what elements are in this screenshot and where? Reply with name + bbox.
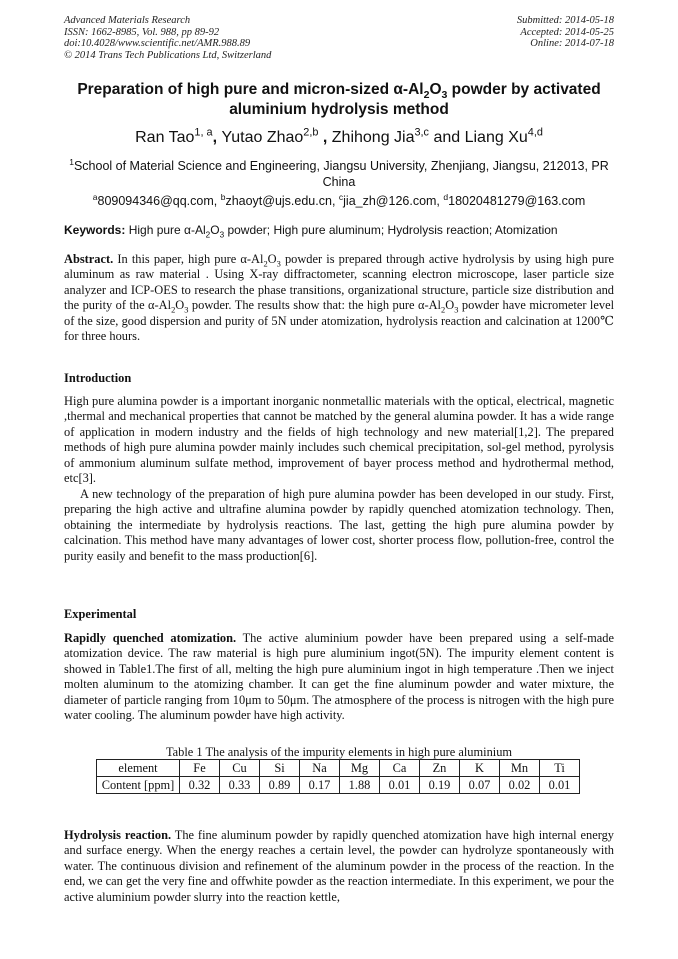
abstract: Abstract. In this paper, high pure $\alpha-Al_2O_3$ powder is prepared through active hydrolysis by using high pure aluminum as raw material . Using X-ray diffractometer, scanning electron microscope, laser particle size analyzer and ICP-OES to research the phase transitions, organizational structure, particle size distribution and the purity of the $\alpha-Al_2O_3$ powder. The results show that: the high pure $\alpha-Al_2O_3$ powder have micrometer level of the size, good dispersion and purity of 5N under atomization, hydrolysis reaction and calcination at 1200℃ for three hours. [64,252,615,344]
introduction-heading: Introduction [64,371,132,385]
element-cell: Mn [500,760,540,777]
value-cell: 0.89 [260,777,300,794]
copyright-line: © 2014 Trans Tech Publications Ltd, Switzerland [64,49,272,61]
value-cell: 0.17 [300,777,340,794]
value-cell: 0.32 [180,777,220,794]
element-cell: Ca [380,760,420,777]
table-header-row [97,760,580,777]
value-cell: 0.01 [540,777,580,794]
hydrolysis-paragraph: Hydrolysis reaction. The fine aluminum powder by rapidly quenched atomization have high internal energy and surface energy. When the energy reaches a certain level, the powder can hydrolyze spontaneously with water. The continuous division and refinement of the aluminum powder in the process of the reaction. In the end, we can get the very fine and offwhite powder as the reaction intermediate. In this experiment, we pour the active aluminium powder slurry into the reaction kettle, [64,828,614,904]
author-list: Ran Tao$^{1, a}$, Yutao Zhao$^{2,b}$ , Zhihong Jia$^{3,c}$ and Liang Xu$^{4,d}$ [135,126,543,146]
table-caption: Table 1 The analysis of the impurity elements in high pure aluminium [165,745,513,759]
author-name: Yutao Zhao [221,129,304,146]
element-cell: K [460,760,500,777]
email: 18020481279@163.com [448,194,586,208]
value-cell: 1.88 [340,777,380,794]
atomization-label: Rapidly quenched atomization. [64,631,237,645]
introduction-paragraph: High pure alumina powder is a important inorganic nonmetallic materials with the optical, electrical, magnetic ,thermal and mechanical properties that cannot be matched by the general alumina powder. It has a wide range of application in modern industry and the fields of high technology and new material[1,2]. The prepared methods of high pure alumina powder mainly includes such chemical precipitation, sol-gel method, pyrolysis of ammonium aluminum sulfate method, improvement of bayer process method and hydrothermal method, etc[3]. [64,394,614,486]
affiliation: $^1$School of Material Science and Engineering, Jiangsu University, Zhenjiang, Jiangsu, 212013, PR China [69,156,609,189]
online-date: Online: 2014-07-18 [530,38,614,49]
introduction-paragraph: A new technology of the preparation of high pure alumina powder has been developed in our study. First, preparing the high active and ultrafine alumina powder by rapidly quenched atomization technology. Then, obtaining the intermediate by hydrolysis reactions. The last, getting the high pure alumina powder by calcination. This method have many advantages of lower cost, shorter process flow, pollution-free, control the purity easily and benefit to the mass production[6]. [64,487,614,563]
element-cell: Na [300,760,340,777]
issn-line: ISSN: 1662-8985, Vol. 988, pp 89-92 [64,26,220,38]
atomization-paragraph: Rapidly quenched atomization. The active aluminium powder have been prepared using a self-made atomization device. The raw material is high pure aluminium ingot(5N). The impurity element content is showed in Table1.The first of all, melting the high pure aluminium ingot in high temperature .Then we inject molten aluminum to the atomizing chamber. It can get the fine aluminum powder and water mixture, the diameter of particle ranging from 10μm to 50μm. The atmosphere of the process is nitrogen with the high pure water cooling. The aluminum powder have high activity. [64,631,614,723]
email: jia_zh@126.com, [343,194,444,208]
impurity-table [96,759,580,794]
author-name: Ran Tao [135,129,195,146]
hydrolysis-label: Hydrolysis reaction. [64,828,172,842]
element-cell: Fe [180,760,220,777]
value-cell: 0.33 [220,777,260,794]
doi-line: doi:10.4028/www.scientific.net/AMR.988.89 [64,38,251,49]
element-cell: Mg [340,760,380,777]
value-cell: 0.19 [420,777,460,794]
author-name: Zhihong Jia [331,129,415,146]
value-cell: 0.02 [500,777,540,794]
element-cell: Ti [540,760,580,777]
abstract-label: Abstract. [64,252,114,266]
table-row [97,777,580,794]
value-cell: 0.07 [460,777,500,794]
element-cell: Cu [220,760,260,777]
author-name: Liang Xu [464,129,528,146]
journal-info [64,15,271,61]
keywords: Keywords: High pure $\alpha-Al_2O_3$ powder; High pure aluminum; Hydrolysis reaction; Atomization [64,223,558,240]
element-cell: Zn [420,760,460,777]
table-header-cell: element [97,760,180,777]
paper-title: Preparation of high pure and micron-sized $\alpha-Al_2O_3$ powder by activated aluminium hydrolysis method [77,81,601,118]
element-cell: Si [260,760,300,777]
email: 809094346@qq.com, [97,194,221,208]
author-emails: $^a$809094346@qq.com, $^b$zhaoyt@ujs.edu.cn, $^c$jia_zh@126.com, $^d$18020481279@163.com [92,191,586,208]
keywords-label: Keywords: [64,223,126,237]
accepted-date: Accepted: 2014-05-25 [520,26,614,38]
email: zhaoyt@ujs.edu.cn, [225,194,339,208]
journal-name: Advanced Materials Research [64,15,191,26]
dates-info [517,15,614,50]
experimental-heading: Experimental [64,607,137,621]
table-row-label: Content [ppm] [97,777,180,794]
value-cell: 0.01 [380,777,420,794]
submitted-date: Submitted: 2014-05-18 [516,15,614,26]
